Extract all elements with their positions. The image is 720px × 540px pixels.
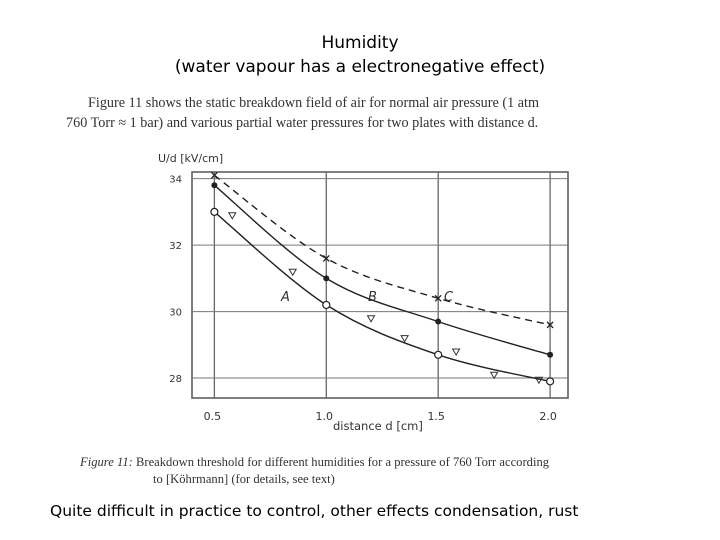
triangle-point	[289, 269, 296, 275]
x-axis-label: distance d [cm]	[333, 419, 423, 433]
series-point-a	[435, 351, 442, 358]
y-tick-label: 34	[169, 174, 182, 186]
y-tick-label: 28	[169, 374, 182, 386]
footer-note: Quite difficult in practice to control, other effects condensation, rust	[50, 502, 579, 520]
y-axis-label: U/d [kV/cm]	[158, 152, 224, 165]
y-tick-label: 32	[169, 241, 182, 253]
caption-text-1: Breakdown threshold for different humidities for a pressure of 760 Torr according	[135, 455, 550, 469]
series-point-b	[435, 319, 441, 325]
series-point-b	[547, 352, 553, 358]
caption-label: Figure 11:	[80, 455, 133, 469]
slide-subtitle: (water vapour has a electronegative effect)	[174, 57, 546, 77]
triangle-point	[491, 372, 498, 378]
triangle-markers	[229, 213, 543, 384]
triangle-point	[401, 336, 408, 342]
series-point-a	[323, 301, 330, 308]
series-markers	[211, 172, 554, 385]
intro-text-line-2: 760 Torr ≈ 1 bar) and various partial water pressures for two plates with distance d.	[66, 115, 539, 131]
figure-caption-line-2: to [Köhrmann] (for details, see text)	[153, 472, 335, 486]
x-tick-label: 1.5	[427, 410, 445, 423]
series-label-a: A	[281, 290, 290, 305]
triangle-point	[229, 213, 236, 219]
series-point-b	[211, 182, 217, 188]
plot-frame	[192, 172, 568, 398]
x-tick-label: 0.5	[203, 410, 222, 423]
series-point-a	[211, 208, 218, 215]
series-line-c	[214, 175, 550, 325]
series-line-a	[214, 212, 550, 382]
series-label-c: C	[444, 290, 454, 305]
tick-labels	[169, 175, 557, 423]
series-line-b	[214, 185, 550, 354]
series-point-a	[547, 378, 554, 385]
series-label-b: B	[368, 290, 377, 305]
x-tick-label: 1.0	[315, 410, 334, 423]
y-tick-label: 30	[169, 307, 182, 319]
gridlines	[192, 172, 568, 398]
slide-title: Humidity	[321, 33, 399, 53]
intro-text-line-1: Figure 11 shows the static breakdown field of air for normal air pressure (1 atm	[88, 95, 539, 111]
triangle-point	[368, 316, 375, 322]
figure-caption-line-1	[80, 455, 549, 470]
series-lines	[214, 175, 550, 381]
x-tick-label: 2.0	[539, 410, 557, 423]
triangle-point	[453, 349, 460, 355]
series-point-b	[323, 275, 329, 281]
